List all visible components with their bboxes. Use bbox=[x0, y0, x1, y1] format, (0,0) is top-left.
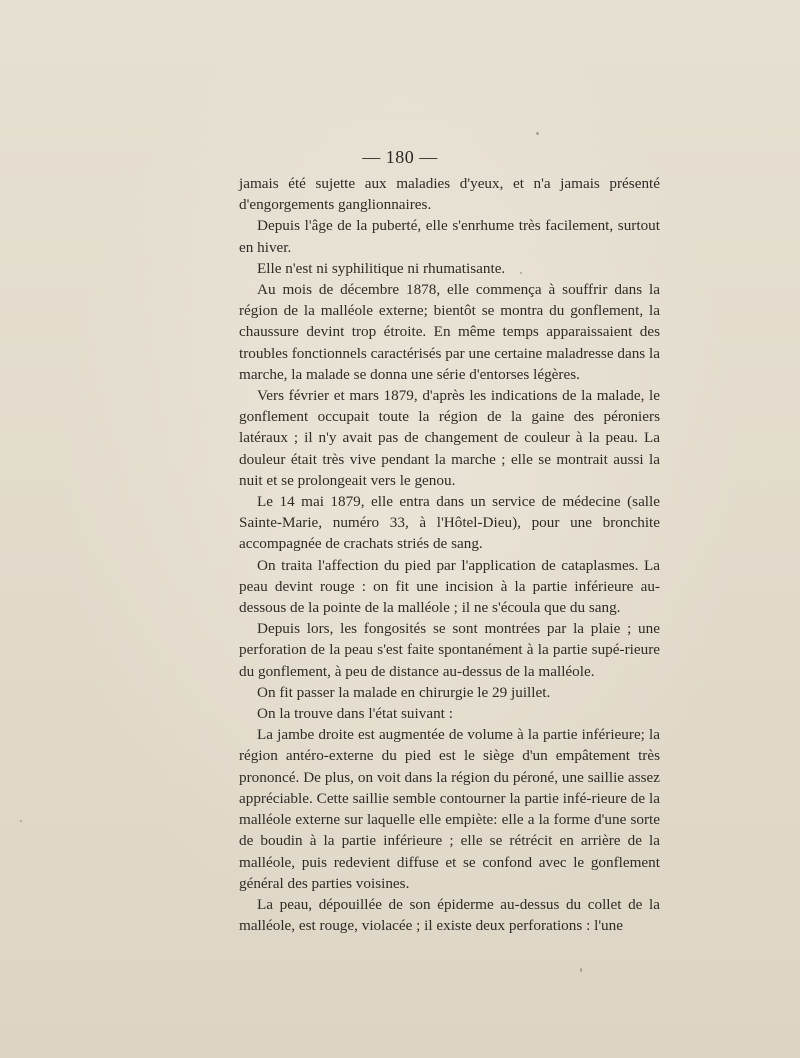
paper-speck bbox=[580, 968, 582, 972]
paper-speck bbox=[536, 132, 539, 135]
paragraph: Le 14 mai 1879, elle entra dans un service de médecine (salle Sainte-Marie, numéro 33, à l'Hôtel-Dieu), pour une bronchite accompagnée de crachats striés de sang. bbox=[239, 493, 660, 553]
page-number: — 180 — bbox=[362, 147, 438, 167]
paragraph: jamais été sujette aux maladies d'yeux, et n'a jamais présenté d'engorgements ganglionnaires. bbox=[239, 175, 660, 214]
paragraph: La peau, dépouillée de son épiderme au-dessus du collet de la malléole, est rouge, violacée ; il existe deux perforations : l'une bbox=[239, 895, 660, 935]
paragraph: Depuis lors, les fongosités se sont montrées par la plaie ; une perforation de la peau s'est faite spontanément à la partie supé-rieure du gonflement, à peu de distance au-dessus de la malléole. bbox=[239, 620, 660, 680]
paragraph: Depuis l'âge de la puberté, elle s'enrhume très facilement, surtout en hiver. bbox=[239, 217, 660, 256]
paper-speck bbox=[20, 820, 22, 822]
paper-speck bbox=[520, 272, 522, 274]
body-text bbox=[239, 173, 660, 936]
paragraph: On fit passer la malade en chirurgie le 29 juillet. bbox=[257, 683, 551, 701]
paragraph: Elle n'est ni syphilitique ni rhumatisante. bbox=[257, 259, 506, 277]
paragraph: Au mois de décembre 1878, elle commença à souffrir dans la région de la malléole externe; bientôt se montra du gonflement, la chaussure devint trop étroite. En même temps apparaissaient des troubles fonctionnels caractérisés par une certaine maladresse dans la marche, la malade se donna une série d'entorses légères. bbox=[239, 281, 660, 383]
paragraph: On traita l'affection du pied par l'application de cataplasmes. La peau devint rouge : on fit une incision à la partie inférieure au-dessous de la pointe de la malléole ; il ne s'écoula que du sang. bbox=[239, 556, 660, 617]
paragraph: Vers février et mars 1879, d'après les indications de la malade, le gonflement occupait toute la région de la gaine des péroniers latéraux ; il n'y avait pas de changement de couleur à la peau. La douleur était très vive pendant la marche ; elle se montrait aussi la nuit et se prolongeait vers le genou. bbox=[239, 387, 660, 489]
paragraph: La jambe droite est augmentée de volume à la partie inférieure; la région antéro-externe du pied est le siège d'un empâtement très prononcé. De plus, on voit dans la région du péroné, une saillie assez appréciable. Cette saillie semble contourner la partie infé-rieure de la malléole externe sur laquelle elle empiète: elle a la forme d'une sorte de boudin à la partie inférieure ; elle se rétrécit en arrière de la malléole, puis redevient diffuse et se confond avec le gonflement général des parties voisines. bbox=[239, 726, 660, 892]
paragraph: On la trouve dans l'état suivant : bbox=[257, 705, 453, 723]
